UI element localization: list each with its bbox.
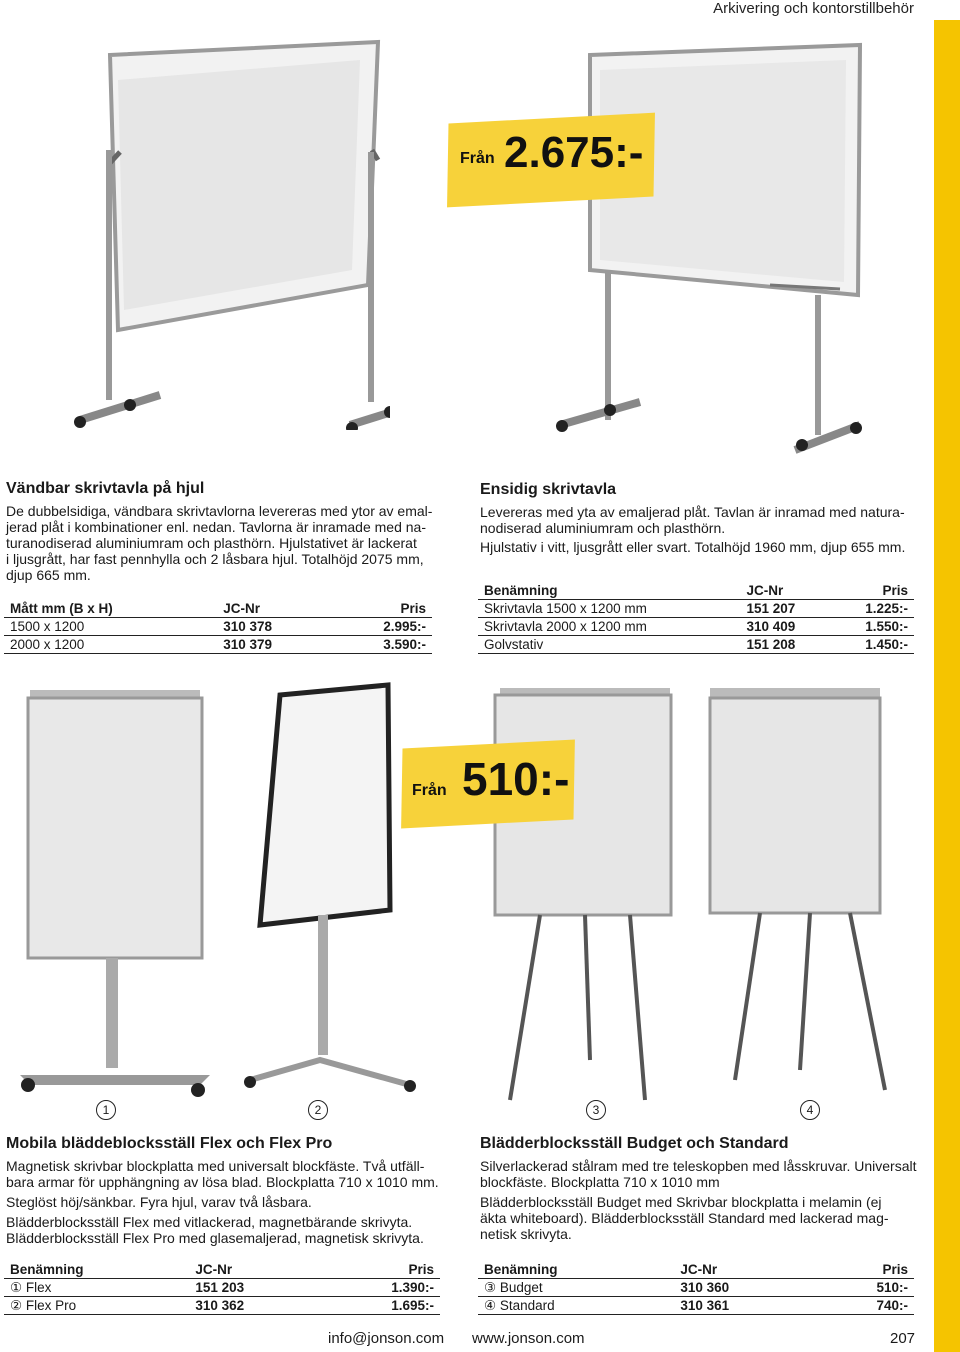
- section-title: Ensidig skrivtavla: [480, 481, 617, 498]
- section-description: Magnetisk skrivbar blockplatta med universalt blockfäste. Två utfäll- bara armar för upphängning av lösa blad. Blockplatta 710 x 1010 mm. Steglöst höj/sänkbar. Fyra hjul, varav två låsbara. Blädderblocksställ Flex med vitlackerad, magnetbärande skrivyta. Blädderblocksställ Flex Pro med glasemaljerad, magnetisk skrivyta.: [6, 1158, 439, 1246]
- marker-1: 1: [96, 1100, 116, 1120]
- single-whiteboard-image: [540, 40, 870, 460]
- marker-2: 2: [308, 1100, 328, 1120]
- footer-email[interactable]: info@jonson.com: [328, 1330, 445, 1347]
- section-header: Arkivering och kontorstillbehör: [713, 0, 914, 17]
- table-row: Golvstativ 151 208 1.450:-: [478, 636, 914, 654]
- marker-3: 3: [586, 1100, 606, 1120]
- section-title: Mobila bläddeblocksställ Flex och Flex Pro: [6, 1135, 333, 1152]
- accent-bar: [934, 20, 960, 1352]
- table-row: Skrivtavla 2000 x 1200 mm 310 409 1.550:-: [478, 618, 914, 636]
- section-description: De dubbelsidiga, vändbara skrivtavlorna levereras med ytor av emal- jerad plåt i kombinationer enl. nedan. Tavlorna är inramade med na- turanodiserad aluminiumram och plasthörn. Hjulstativet är lackerat i ljusgrått, har fast pennhylla och 2 låsbara hjul. Totalhöjd 2075 mm, djup 665 mm.: [6, 503, 433, 583]
- price-value: 510:-: [462, 753, 570, 805]
- price-table: Benämning JC-Nr Pris Skrivtavla 1500 x 1200 mm 151 207 1.225:- Skrivtavla 2000 x 1200 mm 310 409 1.550:- Golvstativ 151 208 1.450:-: [478, 581, 914, 654]
- price-table: Mått mm (B x H) JC-Nr Pris 1500 x 1200 310 378 2.995:- 2000 x 1200 310 379 3.590:-: [4, 599, 432, 654]
- reversible-whiteboard-image: [60, 30, 390, 430]
- table-row: ① Flex 151 203 1.390:-: [4, 1279, 440, 1297]
- price-table: Benämning JC-Nr Pris ① Flex 151 203 1.390:- ② Flex Pro 310 362 1.695:-: [4, 1260, 440, 1315]
- section-description: Silverlackerad stålram med tre teleskopben med låsskruvar. Universalt blockfäste. Blockplatta 710 x 1010 mm Blädderblocksställ Budget med Skrivbar blockplatta i melamin (ej äkta whiteboard). Blädderblocksställ Standard med lackerad mag- netisk skrivyta.: [480, 1158, 917, 1242]
- section-description: Levereras med yta av emaljerad plåt. Tavlan är inramad med natura- nodiserad aluminiumram och plasthörn. Hjulstativ i vitt, ljusgrått eller svart. Totalhöjd 1960 mm, djup 655 mm.: [480, 504, 906, 555]
- table-row: 2000 x 1200 310 379 3.590:-: [4, 636, 432, 654]
- section-title: Blädderblocksställ Budget och Standard: [480, 1135, 789, 1152]
- page-number: 207: [890, 1330, 916, 1347]
- price-value: 2.675:-: [504, 128, 644, 177]
- table-row: ④ Standard 310 361 740:-: [478, 1297, 914, 1315]
- flipchart-flex-image: [10, 680, 220, 1120]
- flipchart-standard-image: [700, 680, 900, 1110]
- marker-4: 4: [800, 1100, 820, 1120]
- table-row: Skrivtavla 1500 x 1200 mm 151 207 1.225:-: [478, 600, 914, 618]
- flipchart-flex-pro-image: [220, 680, 440, 1120]
- table-row: ③ Budget 310 360 510:-: [478, 1279, 914, 1297]
- table-row: ② Flex Pro 310 362 1.695:-: [4, 1297, 440, 1315]
- price-from-label: Från: [460, 150, 495, 167]
- price-from-label: Från: [412, 782, 447, 799]
- price-table: Benämning JC-Nr Pris ③ Budget 310 360 510:- ④ Standard 310 361 740:-: [478, 1260, 914, 1315]
- section-title: Vändbar skrivtavla på hjul: [6, 480, 205, 497]
- footer-website[interactable]: www.jonson.com: [472, 1330, 585, 1347]
- table-row: 1500 x 1200 310 378 2.995:-: [4, 618, 432, 636]
